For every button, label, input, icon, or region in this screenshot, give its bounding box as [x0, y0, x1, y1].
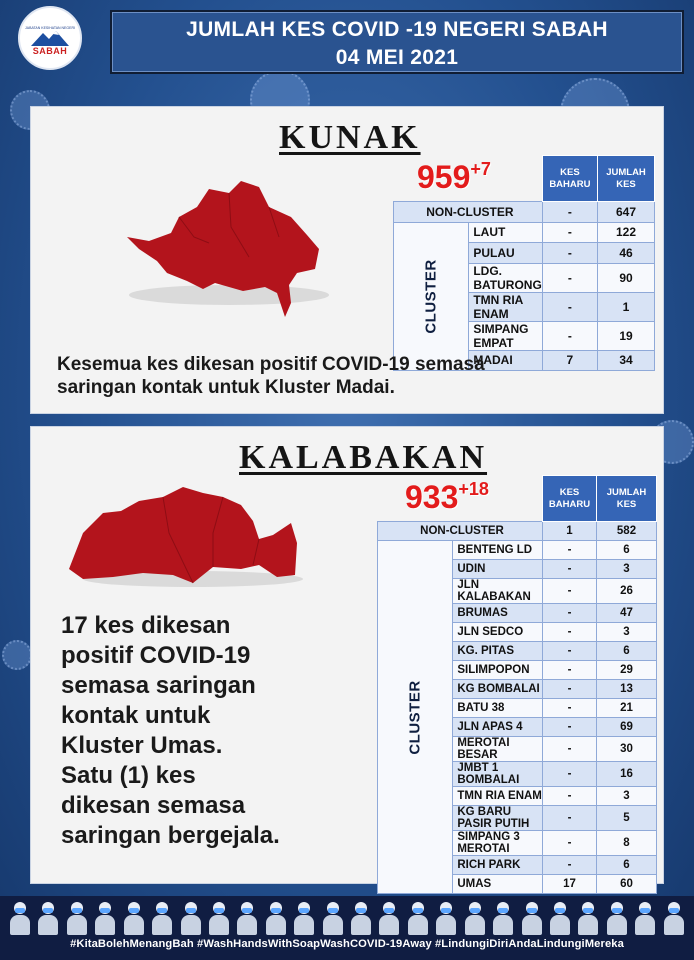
row-name: JLN APAS 4	[453, 718, 543, 737]
district-title-kunak: KUNAK	[279, 119, 421, 156]
row-new-cases: -	[542, 243, 597, 264]
row-new-cases: -	[543, 579, 597, 604]
row-total-cases: 5	[597, 806, 657, 831]
cluster-group-label	[394, 222, 469, 371]
row-name: BATU 38	[453, 699, 543, 718]
kalabakan-description-line: dikesan semasa	[61, 792, 246, 819]
row-new-cases: -	[543, 699, 597, 718]
cluster-label-text: CLUSTER	[406, 679, 424, 755]
kalabakan-case-table	[377, 475, 657, 894]
frontliner-icon	[548, 900, 572, 936]
row-name: LDG. BATURONG	[469, 263, 542, 292]
row-total-cases: 3	[597, 623, 657, 642]
row-total-cases: 29	[597, 661, 657, 680]
frontliner-icon	[179, 900, 203, 936]
frontliner-icon	[36, 900, 60, 936]
row-total-cases: 21	[597, 699, 657, 718]
sabah-health-logo	[18, 6, 82, 70]
frontliner-icon	[93, 900, 117, 936]
row-total-cases: 16	[597, 762, 657, 787]
row-name: SIMPANG 3 MEROTAI	[453, 831, 543, 856]
row-new-cases: -	[543, 718, 597, 737]
kunak-description-line: Kesemua kes dikesan positif COVID-19 semasa	[57, 354, 485, 375]
row-new-cases: -	[543, 856, 597, 875]
row-total-cases: 6	[597, 642, 657, 661]
row-new-cases: -	[543, 831, 597, 856]
kunak-panel	[30, 106, 664, 414]
row-new-cases: -	[542, 321, 597, 350]
kalabakan-description-line: kontak untuk	[61, 702, 211, 729]
col-header-total: JUMLAH KES	[598, 156, 655, 202]
kalabakan-description-line: 17 kes dikesan	[61, 612, 231, 639]
row-total-cases: 34	[598, 350, 655, 371]
row-name: SILIMPOPON	[453, 661, 543, 680]
row-new-cases: -	[543, 787, 597, 806]
row-total-cases: 8	[597, 831, 657, 856]
kalabakan-total-value: 933	[405, 479, 459, 515]
header-title: JUMLAH KES COVID -19 NEGERI SABAH	[186, 18, 608, 41]
row-total-cases: 30	[597, 737, 657, 762]
row-name: UMAS	[453, 875, 543, 894]
row-total-cases: 6	[597, 541, 657, 560]
footer-banner	[0, 896, 694, 960]
kunak-description	[57, 353, 485, 399]
row-total-cases: 19	[598, 321, 655, 350]
row-name: SIMPANG EMPAT	[469, 321, 542, 350]
row-total-cases: 1	[598, 292, 655, 321]
row-total-cases: 6	[597, 856, 657, 875]
virus-decoration	[2, 640, 32, 670]
kalabakan-description-line: Satu (1) kes	[61, 762, 196, 789]
frontliner-icon	[321, 900, 345, 936]
row-new-cases: -	[543, 762, 597, 787]
row-new-cases: -	[543, 541, 597, 560]
row-total-cases: 90	[598, 263, 655, 292]
row-total-cases: 582	[597, 522, 657, 541]
mountain-icon	[31, 30, 69, 46]
frontliner-icon	[662, 900, 686, 936]
kalabakan-description-line: Kluster Umas.	[61, 732, 223, 759]
frontliner-icon	[349, 900, 373, 936]
row-name: UDIN	[453, 560, 543, 579]
row-new-cases: -	[543, 623, 597, 642]
row-name: KG BOMBALAI	[453, 680, 543, 699]
col-header-new: KES BAHARU	[543, 476, 597, 522]
kalabakan-description-line: semasa saringan	[61, 672, 256, 699]
row-name: PULAU	[469, 243, 542, 264]
kalabakan-description-line: positif COVID-19	[61, 642, 251, 669]
cluster-row	[378, 541, 657, 560]
frontliner-icon	[122, 900, 146, 936]
row-new-cases: -	[543, 560, 597, 579]
kunak-case-table	[393, 155, 655, 371]
frontliner-icon	[520, 900, 544, 936]
kunak-description-line: saringan kontak untuk Kluster Madai.	[57, 377, 395, 398]
frontliner-icon	[264, 900, 288, 936]
row-total-cases: 26	[597, 579, 657, 604]
frontliner-icon	[235, 900, 259, 936]
col-header-new: KES BAHARU	[542, 156, 597, 202]
row-new-cases: 7	[542, 350, 597, 371]
row-name: JLN SEDCO	[453, 623, 543, 642]
row-name: MEROTAI BESAR	[453, 737, 543, 762]
logo-brand: SABAH	[32, 46, 68, 56]
row-new-cases: -	[542, 202, 597, 223]
row-new-cases: -	[543, 604, 597, 623]
row-new-cases: -	[543, 680, 597, 699]
footer-hashtags: #KitaBolehMenangBah #WashHandsWithSoapWashCOVID-19Away #LindungiDiriAndaLindungiMereka	[70, 938, 624, 950]
row-new-cases: -	[542, 222, 597, 243]
frontliner-icon	[150, 900, 174, 936]
kunak-map	[119, 177, 339, 322]
row-new-cases: -	[543, 642, 597, 661]
row-total-cases: 647	[598, 202, 655, 223]
row-name: TMN RIA ENAM	[469, 292, 542, 321]
row-name: BRUMAS	[453, 604, 543, 623]
row-name: JLN KALABAKAN	[453, 579, 543, 604]
frontliner-icon	[292, 900, 316, 936]
row-new-cases: 1	[543, 522, 597, 541]
frontliner-icon	[633, 900, 657, 936]
kunak-increase: +7	[470, 159, 491, 179]
row-name: NON-CLUSTER	[378, 522, 543, 541]
frontliner-icon	[434, 900, 458, 936]
frontliner-icon	[576, 900, 600, 936]
row-new-cases: -	[543, 806, 597, 831]
header-date: 04 MEI 2021	[335, 46, 459, 69]
row-total-cases: 3	[597, 560, 657, 579]
kalabakan-panel	[30, 426, 664, 890]
frontliner-icon	[605, 900, 629, 936]
row-total-cases: 60	[597, 875, 657, 894]
frontliner-icon	[207, 900, 231, 936]
row-total-cases: 47	[597, 604, 657, 623]
frontliner-icons	[8, 900, 686, 940]
frontliner-icon	[65, 900, 89, 936]
row-new-cases: -	[542, 292, 597, 321]
frontliner-icon	[8, 900, 32, 936]
row-name: TMN RIA ENAM	[453, 787, 543, 806]
row-total-cases: 13	[597, 680, 657, 699]
kalabakan-increase: +18	[458, 479, 489, 499]
kalabakan-map	[63, 483, 303, 593]
cluster-group-label	[378, 541, 453, 894]
district-title-kalabakan: KALABAKAN	[239, 439, 488, 476]
row-name: MADAI	[469, 350, 542, 371]
row-name: LAUT	[469, 222, 542, 243]
col-header-total: JUMLAH KES	[597, 476, 657, 522]
row-name: KG BARU PASIR PUTIH	[453, 806, 543, 831]
row-new-cases: -	[543, 661, 597, 680]
frontliner-icon	[406, 900, 430, 936]
logo-top-text: JABATAN KESIHATAN NEGERI	[25, 26, 75, 30]
non-cluster-row	[394, 202, 655, 223]
row-total-cases: 122	[598, 222, 655, 243]
kalabakan-description	[61, 611, 280, 851]
cluster-row	[394, 222, 655, 243]
row-total-cases: 46	[598, 243, 655, 264]
non-cluster-row	[378, 522, 657, 541]
row-total-cases: 69	[597, 718, 657, 737]
row-new-cases: -	[542, 263, 597, 292]
row-name: NON-CLUSTER	[394, 202, 543, 223]
row-name: KG. PITAS	[453, 642, 543, 661]
row-new-cases: 17	[543, 875, 597, 894]
frontliner-icon	[377, 900, 401, 936]
row-total-cases: 3	[597, 787, 657, 806]
row-new-cases: -	[543, 737, 597, 762]
page-header	[110, 10, 684, 74]
cluster-label-text: CLUSTER	[422, 259, 440, 334]
kalabakan-description-line: saringan bergejala.	[61, 822, 280, 849]
frontliner-icon	[491, 900, 515, 936]
frontliner-icon	[463, 900, 487, 936]
row-name: BENTENG LD	[453, 541, 543, 560]
row-name: JMBT 1 BOMBALAI	[453, 762, 543, 787]
kunak-total-value: 959	[417, 159, 471, 195]
row-name: RICH PARK	[453, 856, 543, 875]
